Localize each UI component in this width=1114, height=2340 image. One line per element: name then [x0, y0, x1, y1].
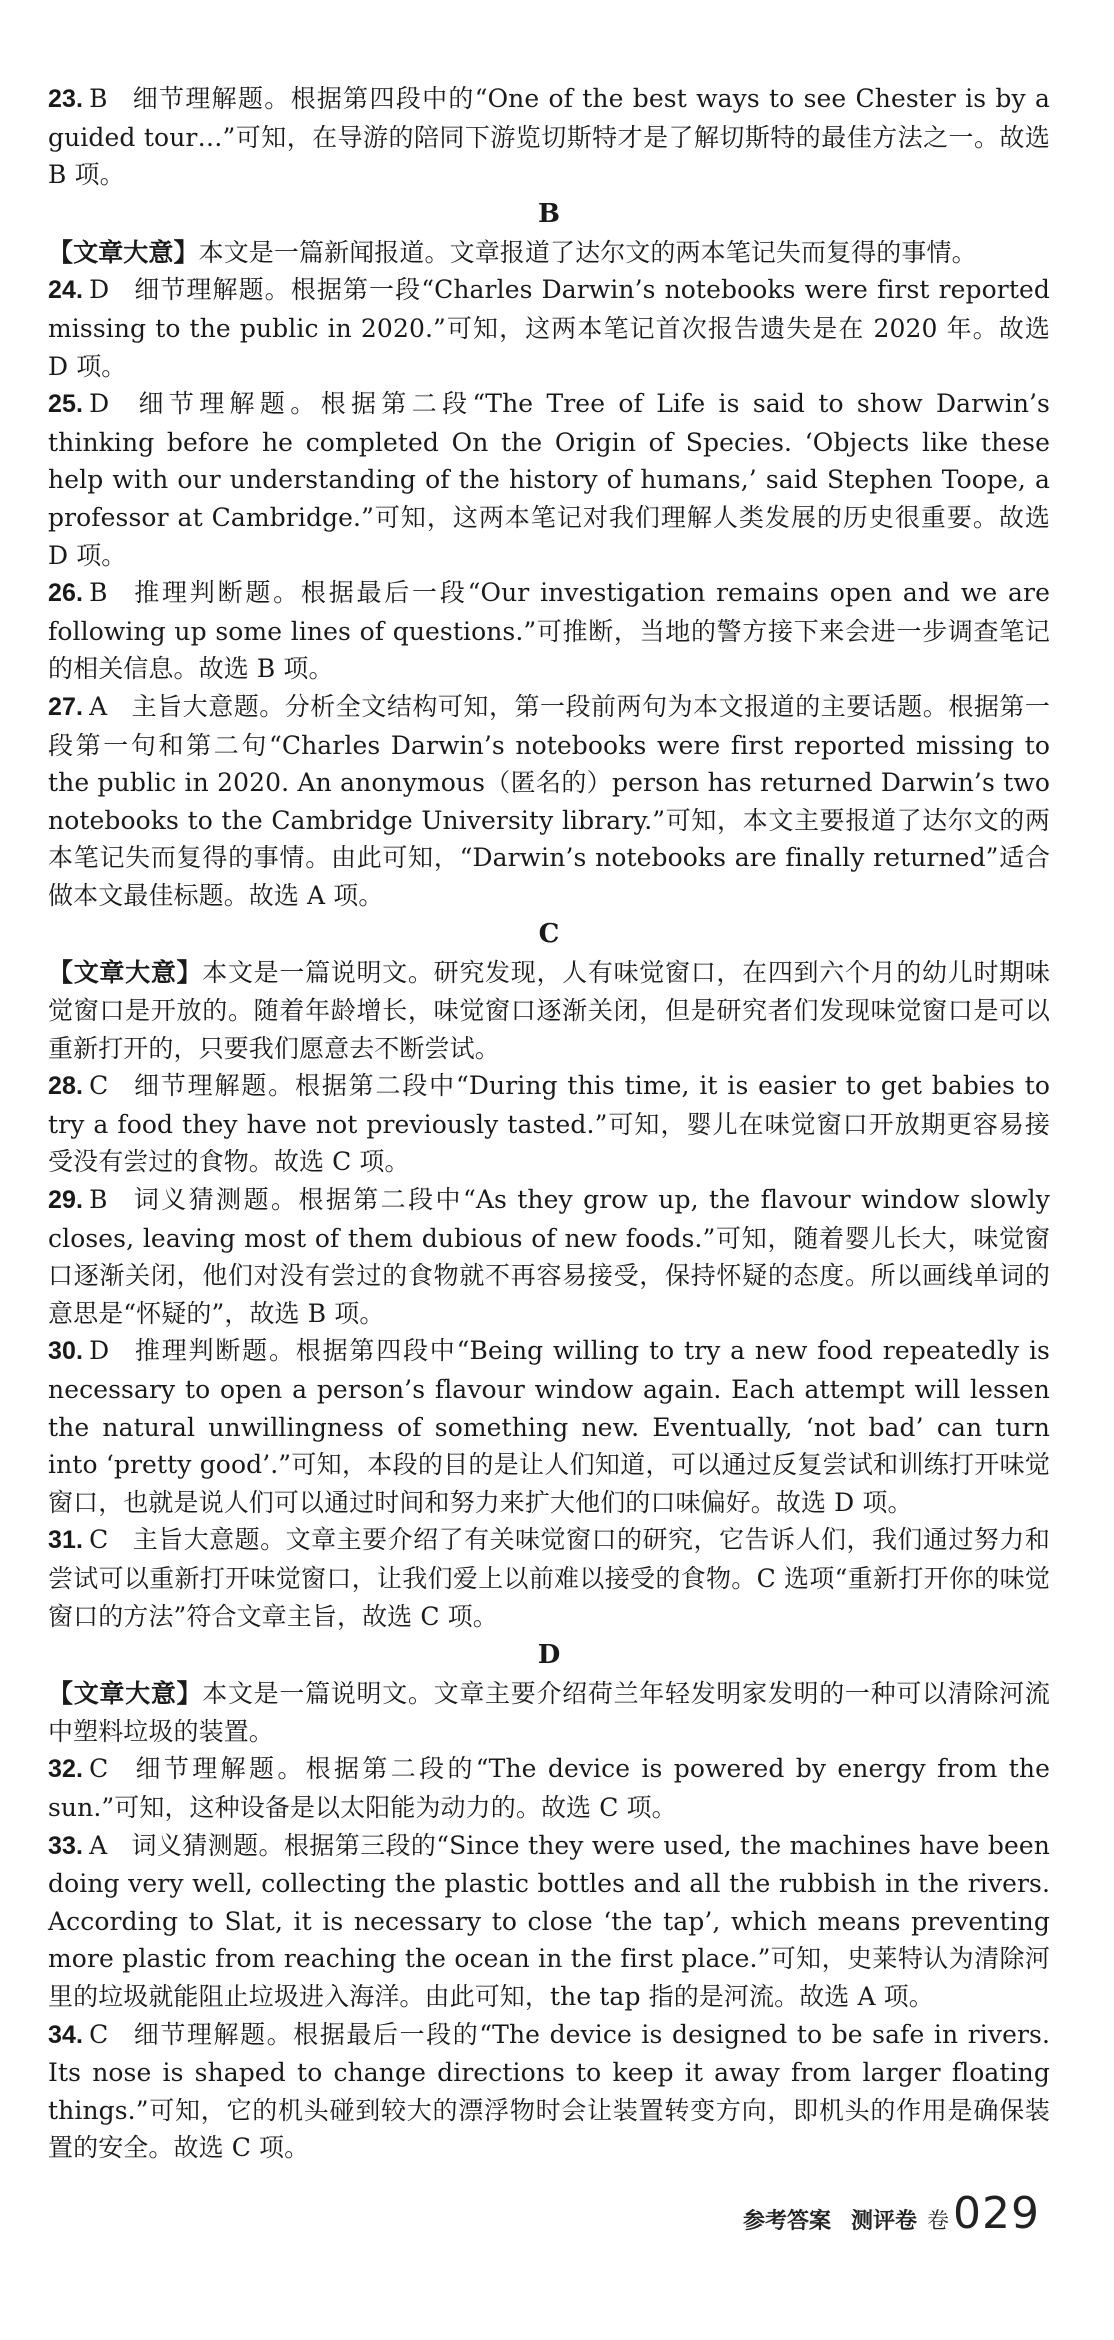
answer-explanation — [48, 1332, 1050, 1521]
explanation-text: 词义猜测题。根据第二段中“As they grow up, the flavour window slowly closes, leaving most of them dubious of new foods.”可知，随着婴儿长大，味觉窗口逐渐关闭，他们对没有尝过的食物就不再容易接受，保持怀疑的态度。所以画线单词的意思是“怀疑的”，故选 B 项。 — [48, 1185, 1050, 1328]
answer-letter: A — [89, 691, 108, 721]
answer-explanation — [48, 385, 1050, 574]
answer-letter: C — [89, 1754, 109, 1784]
answer-content — [48, 80, 1050, 2167]
question-number: 24. — [48, 276, 84, 305]
page-footer — [743, 2188, 1040, 2239]
answer-explanation — [48, 1181, 1050, 1332]
summary-text: 本文是一篇说明文。研究发现，人有味觉窗口，在四到六个月的幼儿时期味觉窗口是开放的。随着年龄增长，味觉窗口逐渐关闭，但是研究者们发现味觉窗口是可以重新打开的，只要我们愿意去不断尝试。 — [48, 958, 1050, 1063]
answer-explanation — [48, 574, 1050, 688]
footer-volume-char: 卷 — [927, 2209, 950, 2234]
summary-tag: 【文章大意】 — [48, 237, 199, 267]
answer-explanation — [48, 688, 1050, 915]
question-number: 29. — [48, 1186, 84, 1215]
answer-letter: C — [89, 1071, 109, 1101]
explanation-text: 细节理解题。根据第四段中的“One of the best ways to see Chester is by a guided tour…”可知，在导游的陪同下游览切斯特才是了解切斯特的最佳方法之一。故选 B 项。 — [48, 84, 1050, 190]
question-number: 28. — [48, 1072, 84, 1101]
summary-tag: 【文章大意】 — [48, 1679, 203, 1709]
answer-explanation — [48, 1521, 1050, 1635]
answer-letter: A — [89, 1830, 108, 1860]
answer-explanation — [48, 271, 1050, 385]
answer-letter: D — [89, 275, 110, 305]
question-number: 23. — [48, 85, 84, 113]
explanation-text: 细节理解题。根据第二段“The Tree of Life is said to show Darwin’s thinking before he completed On the Origin of Species. ‘Objects like these help with our understanding of the history of humans,’ said Stephen Toope, a professor at Cambridge.”可知，这两本笔记对我们理解人类发展的历史很重要。故选 D 项。 — [48, 389, 1050, 570]
question-number: 32. — [48, 1755, 84, 1784]
footer-ref-label: 参考答案 — [742, 2209, 831, 2234]
explanation-text: 主旨大意题。文章主要介绍了有关味觉窗口的研究，它告诉人们，我们通过努力和尝试可以重新打开味觉窗口，让我们爱上以前难以接受的食物。C 选项“重新打开你的味觉窗口的方法”符合文章主旨，故选 C 项。 — [48, 1525, 1050, 1631]
question-number: 30. — [48, 1337, 84, 1366]
explanation-text: 细节理解题。根据第二段的“The device is powered by energy from the sun.”可知，这种设备是以太阳能为动力的。故选 C 项。 — [48, 1754, 1050, 1822]
explanation-text: 推理判断题。根据最后一段“Our investigation remains open and we are following up some lines of questions.”可推断，当地的警方接下来会进一步调查笔记的相关信息。故选 B 项。 — [48, 578, 1050, 684]
answer-letter: B — [89, 578, 108, 608]
explanation-text: 推理判断题。根据第四段中“Being willing to try a new food repeatedly is necessary to open a person’s flavour window again. Each attempt will lessen the natural unwillingness of something new. Eventually, ‘not bad’ can turn into ‘pretty good’.”可知，本段的目的是让人们知道，可以通过反复尝试和训练打开味觉窗口，也就是说人们可以通过时间和努力来扩大他们的口味偏好。故选 D 项。 — [48, 1336, 1050, 1517]
answer-letter: D — [89, 1336, 110, 1366]
question-number: 25. — [48, 390, 84, 419]
explanation-text: 主旨大意题。分析全文结构可知，第一段前两句为本文报道的主要话题。根据第一段第一句和第二句“Charles Darwin’s notebooks were first reported missing to the public in 2020. An anonymous（匿名的）person has returned Darwin’s two notebooks to the Cambridge University library.”可知，本文主要报道了达尔文的两本笔记失而复得的事情。由此可知，“Darwin’s notebooks are finally returned”适合做本文最佳标题。故选 A 项。 — [48, 691, 1050, 910]
answer-letter: B — [89, 1185, 108, 1215]
article-summary — [48, 954, 1050, 1067]
explanation-text: 细节理解题。根据第一段“Charles Darwin’s notebooks were first reported missing to the public in 2020.”可知，这两本笔记首次报告遗失是在 2020 年。故选 D 项。 — [48, 275, 1050, 381]
question-number: 31. — [48, 1526, 84, 1555]
answer-explanation — [48, 2016, 1050, 2167]
answer-letter: C — [89, 1525, 109, 1555]
section-heading: C — [538, 919, 560, 950]
answer-explanation — [48, 1827, 1050, 2016]
article-summary — [48, 1675, 1050, 1750]
section-heading: D — [537, 1640, 561, 1671]
answer-explanation — [48, 80, 1050, 194]
summary-text: 本文是一篇新闻报道。文章报道了达尔文的两本笔记失而复得的事情。 — [198, 237, 977, 267]
question-number: 26. — [48, 579, 84, 608]
page-number: 029 — [953, 2188, 1040, 2239]
answer-letter: C — [89, 2019, 109, 2049]
summary-tag: 【文章大意】 — [48, 958, 203, 988]
question-number: 34. — [48, 2020, 84, 2049]
explanation-text: 细节理解题。根据第二段中“During this time, it is easier to get babies to try a food they have not previously tasted.”可知，婴儿在味觉窗口开放期更容易接受没有尝过的食物。故选 C 项。 — [48, 1071, 1050, 1177]
section-heading: B — [538, 198, 560, 229]
answer-letter: B — [89, 84, 108, 113]
explanation-text: 细节理解题。根据最后一段的“The device is designed to be safe in rivers. Its nose is shaped to change directions to keep it away from larger floating things.”可知，它的机头碰到较大的漂浮物时会让装置转变方向，即机头的作用是确保装置的安全。故选 C 项。 — [48, 2019, 1050, 2163]
footer-series-label: 测评卷 — [850, 2209, 917, 2234]
answer-letter: D — [89, 389, 110, 419]
summary-text: 本文是一篇说明文。文章主要介绍荷兰年轻发明家发明的一种可以清除河流中塑料垃圾的装置。 — [48, 1679, 1050, 1746]
question-number: 27. — [48, 692, 84, 721]
answer-explanation — [48, 1750, 1050, 1826]
question-number: 33. — [48, 1831, 84, 1860]
article-summary — [48, 234, 1050, 272]
answer-explanation — [48, 1067, 1050, 1181]
explanation-text: 词义猜测题。根据第三段的“Since they were used, the machines have been doing very well, collecting the plastic bottles and all the rubbish in the rivers. According to Slat, it is necessary to close ‘the tap’, which means preventing more plastic from reaching the ocean in the first place.”可知，史莱特认为清除河里的垃圾就能阻止垃圾进入海洋。由此可知，the tap 指的是河流。故选 A 项。 — [48, 1830, 1050, 2011]
